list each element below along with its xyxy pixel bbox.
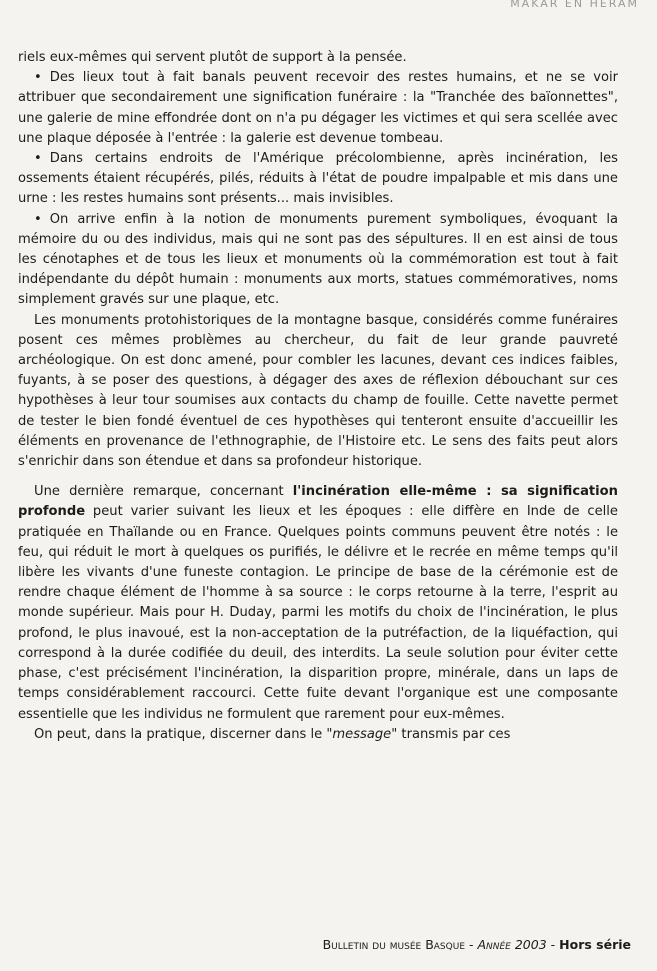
- bullet-paragraph-1: • Des lieux tout à fait banals peuvent recevoir des restes humains, et ne se voir attribuer que secondairement une signification funéraire : la "Tranchée des baïonnettes", une galerie de mine effondrée dont on n'a pu dégager les victimes et qui sera scellée avec une plaque déposée à l'entrée : la galerie est devenue tombeau.: [18, 68, 618, 149]
- footer-year: Année 2003: [477, 937, 547, 952]
- bullet-paragraph-3: • On arrive enfin à la notion de monuments purement symboliques, évoquant la mémoire du ou des individus, mais qui ne sont pas des sépultures. Il en est ainsi de tous les cénotaphes et de tous les lieux et monuments où la commémoration est tout à fait indépendante du dépôt humain : monuments aux morts, statues commémoratives, noms simplement gravés sur une plaque, etc.: [18, 210, 618, 311]
- bullet-paragraph-2: • Dans certains endroits de l'Amérique précolombienne, après incinération, les ossements étaient récupérés, pilés, réduits à l'état de poudre impalpable et mis dans une urne : les restes humains sont présents... mais invisibles.: [18, 149, 618, 210]
- paragraph-monuments: Les monuments protohistoriques de la montagne basque, considérés comme funéraires posent ces mêmes problèmes au chercheur, du fait de leur grande pauvreté archéologique. On est donc amené, pour combler les lacunes, devant ces indices faibles, fuyants, à se poser des questions, à dégager des axes de réflexion débouchant sur ces hypothèses à leur tour soumises aux contacts du champ de fouille. Cette navette permet de tester le bien fondé éventuel de ces hypothèses qui tenteront ensuite d'accueillir les éléments en provenance de l'ethnographie, de l'Histoire etc. Le sens des faits peut alors s'enrichir dans son étendue et dans sa profondeur historique.: [18, 312, 618, 470]
- paragraph-practice: [18, 725, 618, 745]
- paragraph-practice-italic: message: [332, 726, 392, 742]
- paragraph-continuation: riels eux-mêmes qui servent plutôt de support à la pensée.: [18, 50, 407, 65]
- paragraph-practice-rest: " transmis par ces: [391, 726, 511, 742]
- footer-journal-title: Bulletin du musée Basque: [322, 937, 466, 952]
- paragraph-incineration-rest: peut varier suivant les lieux et les époques : elle diffère en Inde de celle pratiquée en Thaïlande ou en France. Quelques points communs peuvent être notés : le feu, qui réduit le mort à quelques os purifiés, le délivre et le recrée en même temps qu'il libère les vivants d'une funeste contagion. Le principe de base de la cérémonie est de rendre chaque élément de l'homme à sa source : le corps retourne à la terre, l'esprit au monde supérieur. Mais pour H. Duday, parmi les motifs du choix de l'incinération, le plus profond, le plus inavoué, est la non-acceptation de la putréfaction, de la liquéfaction, qui correspond à la durée codifiée du deuil, des interdits. La seule solution pour éviter cette phase, c'est précisément l'incinération, la disparition propre, minérale, dans un laps de temps considérablement raccourci. Cette fuite devant l'organique est une composante essentielle que les individus ne formulent que rarement pour eux-mêmes.: [18, 504, 618, 722]
- paragraph-incineration: [18, 482, 618, 724]
- footer-separator-1: -: [465, 937, 478, 952]
- page-footer: [323, 937, 631, 952]
- footer-series: Hors série: [559, 937, 631, 952]
- paragraph-practice-lead: On peut, dans la pratique, discerner dans le ": [34, 726, 333, 742]
- page-body: [18, 48, 618, 745]
- footer-separator-2: -: [546, 937, 560, 952]
- running-head: MAKAR EN HERAM: [510, 0, 639, 10]
- paragraph-incineration-lead: Une dernière remarque, concernant: [34, 484, 293, 500]
- paragraph-incineration-emphasis: l'incinération elle-même : sa signification profonde: [18, 484, 618, 520]
